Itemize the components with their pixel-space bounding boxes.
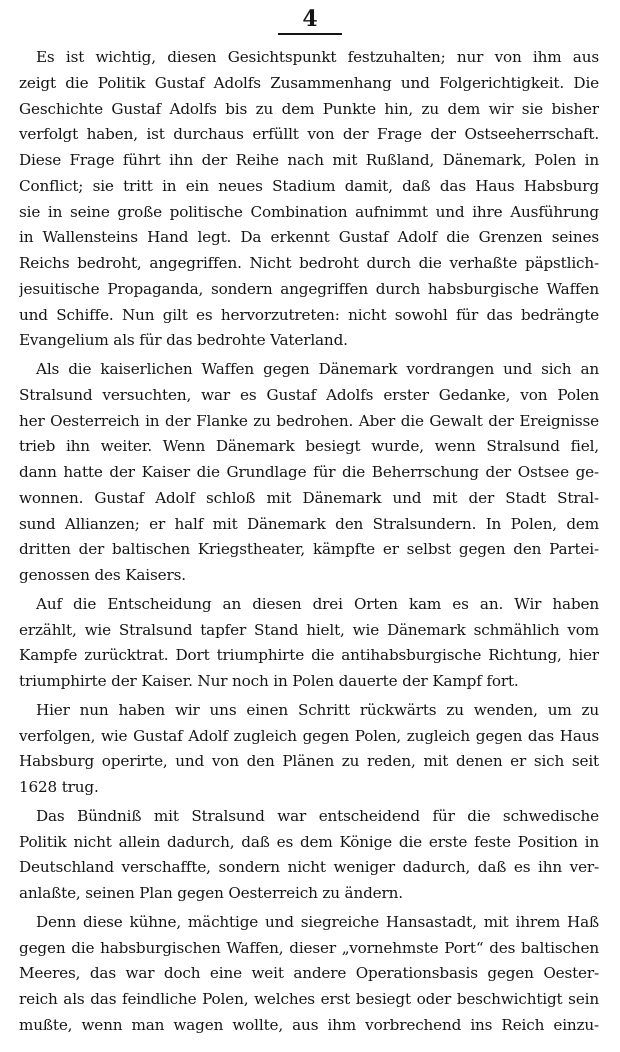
text-line: zeigt die Politik Gustaf Adolfs Zusammenhang und Folgerichtigkeit. Die [19,73,599,92]
text-line: wonnen. Gustaf Adolf schloß mit Dänemark und mit der Stadt Stral- [19,488,599,507]
text-line: dann hatte der Kaiser die Grundlage für die Beherrschung der Ostsee ge- [19,463,599,481]
text-line: sie in seine große politische Combination aufnimmt und ihre Ausführung [19,202,599,221]
text-line: in Wallensteins Hand legt. Da erkennt Gustaf Adolf die Grenzen seines [19,228,599,247]
text-line: Als die kaiserlichen Waffen gegen Dänemark vordrangen und sich an [36,360,599,378]
text-line: verfolgen, wie Gustaf Adolf zugleich gegen Polen, zugleich gegen das Haus [19,726,599,745]
text-line: erzählt, wie Stralsund tapfer Stand hielt, wie Dänemark schmählich vom [19,620,599,639]
text-line: Denn diese kühne, mächtige und siegreiche Hansastadt, mit ihrem Haß [36,912,599,931]
text-line: anlaßte, seinen Plan gegen Oesterreich zu ändern. [19,884,403,902]
text-line: Hier nun haben wir uns einen Schritt rückwärts zu wenden, um zu [36,700,599,719]
text-line: Deutschland verschaffte, sondern nicht weniger dadurch, daß es ihn ver- [19,858,599,877]
text-line: jesuitische Propaganda, sondern angegriffen durch habsburgische Waffen [19,279,599,298]
paragraph [19,592,599,695]
text-line: triumphirte der Kaiser. Nur noch in Polen dauerte der Kampf fort. [19,672,519,690]
body-text [19,45,599,1042]
text-line: dritten der baltischen Kriegstheater, kämpfte er selbst gegen den Partei- [19,540,599,559]
text-line: Geschichte Gustaf Adolfs bis zu dem Punkte hin, zu dem wir sie bisher [19,99,599,118]
text-line: Conflict; sie tritt in ein neues Stadium damit, daß das Haus Habsburg [19,176,599,195]
paragraph [19,804,599,907]
text-line: Es ist wichtig, diesen Gesichtspunkt festzuhalten; nur von ihm aus [36,48,599,66]
paragraph [19,357,599,589]
text-line: Habsburg operirte, und von den Plänen zu reden, mit denen er sich seit [19,752,599,771]
text-line: Stralsund versuchten, war es Gustaf Adolfs erster Gedanke, von Polen [19,385,599,404]
page-number: 4 [302,6,318,32]
text-line: Auf die Entscheidung an diesen drei Orten kam es an. Wir haben [36,594,599,613]
header-rule [278,33,342,35]
text-line: her Oesterreich in der Flanke zu bedrohen. Aber die Gewalt der Ereignisse [19,411,599,430]
text-line: und Schiffe. Nun gilt es hervorzutreten: nicht sowohl für das bedrängte [19,305,599,324]
paragraph [19,45,599,354]
text-line: Politik nicht allein dadurch, daß es dem Könige die erste feste Position in [19,832,599,851]
text-line: 1628 trug. [19,778,99,796]
text-line: trieb ihn weiter. Wenn Dänemark besiegt wurde, wenn Stralsund fiel, [19,437,599,456]
text-line: mußte, wenn man wagen wollte, aus ihm vorbrechend ins Reich einzu- [19,1015,599,1034]
text-line: genossen des Kaisers. [19,566,186,584]
text-line: sund Allianzen; er half mit Dänemark den Stralsundern. In Polen, dem [19,514,599,533]
text-line: gegen die habsburgischen Waffen, dieser „vornehmste Port“ des baltischen [19,938,599,957]
text-line: verfolgt haben, ist durchaus erfüllt von der Frage der Ostseeherrschaft. [19,125,599,144]
text-line: Das Bündniß mit Stralsund war entscheidend für die schwedische [36,806,599,825]
text-line: Diese Frage führt ihn der Reihe nach mit Rußland, Dänemark, Polen in [19,151,599,169]
paragraph [19,910,599,1039]
text-line: Meeres, das war doch eine weit andere Operationsbasis gegen Oester- [19,964,599,983]
text-line: Kampfe zurücktrat. Dort triumphirte die antihabsburgische Richtung, hier [19,646,599,665]
text-line: reich als das feindliche Polen, welches erst besiegt oder beschwichtigt sein [19,990,599,1008]
text-line: Evangelium als für das bedrohte Vaterland. [19,331,348,350]
paragraph [19,698,599,801]
text-line: Reichs bedroht, angegriffen. Nicht bedroht durch die verhaßte päpstlich- [19,254,599,272]
